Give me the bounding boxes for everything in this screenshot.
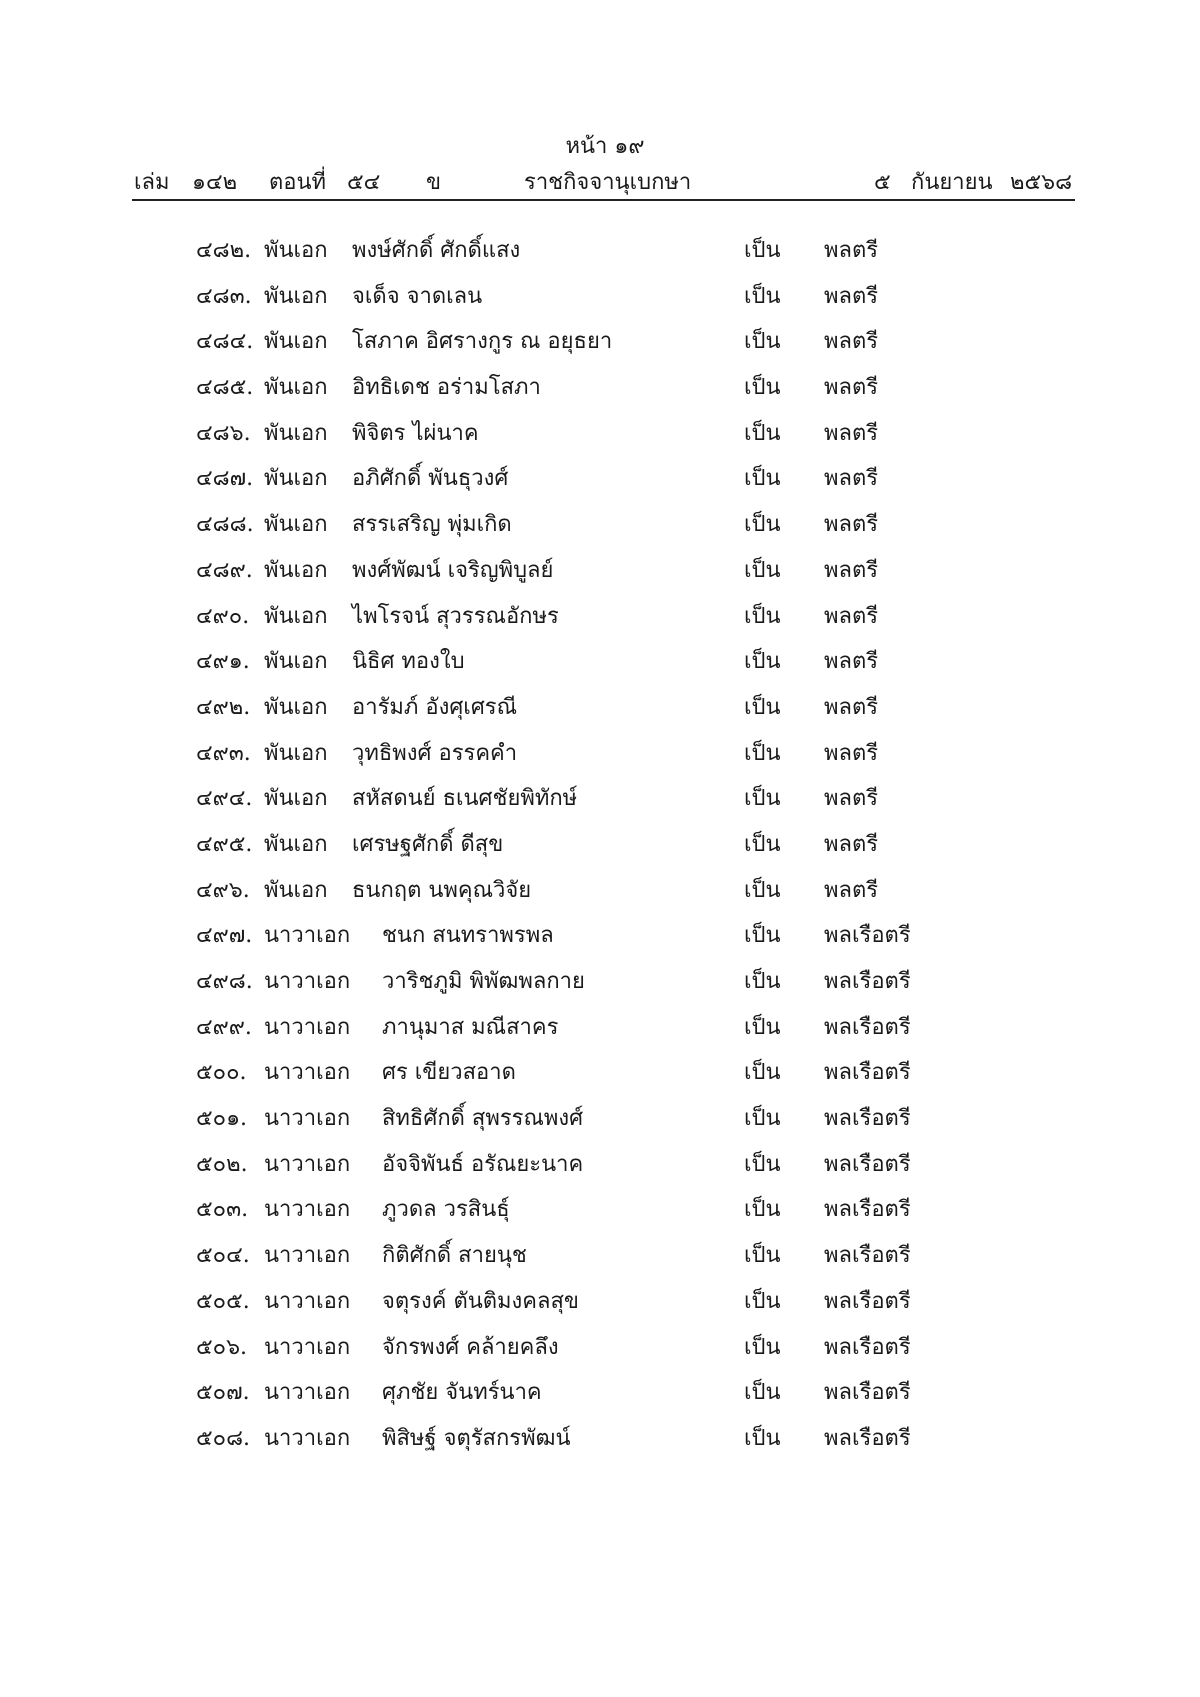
issue-number: ๕๔ <box>347 170 381 195</box>
entry-name: อิทธิเดช อร่ามโสภา <box>352 375 541 401</box>
entry-number: ๔๙๒. <box>196 694 251 720</box>
entry-new-rank: พลตรี <box>824 877 879 903</box>
entry-current-rank: พันเอก <box>264 831 328 857</box>
entry-be-word: เป็น <box>744 786 781 812</box>
entry-new-rank: พลเรือตรี <box>824 1106 911 1132</box>
entry-be-word: เป็น <box>744 1151 781 1177</box>
entry-current-rank: นาวาเอก <box>264 1151 351 1177</box>
entry-name: กิติศักดิ์ สายนุช <box>382 1243 527 1269</box>
entry-name: วาริชภูมิ พิพัฒพลกาย <box>382 969 585 994</box>
entry-be-word: เป็น <box>744 1014 781 1040</box>
entry-number: ๔๘๘. <box>196 512 254 538</box>
entry-new-rank: พลเรือตรี <box>824 1197 911 1223</box>
date-month: กันยายน <box>911 170 993 195</box>
entry-be-word: เป็น <box>744 1106 781 1132</box>
entry-number: ๔๙๘. <box>196 969 253 994</box>
list-item <box>0 407 1200 453</box>
entry-be-word: เป็น <box>744 329 781 355</box>
entry-current-rank: นาวาเอก <box>264 1380 351 1406</box>
entry-be-word: เป็น <box>744 1197 781 1223</box>
entry-name: ภูวดล วรสินธุ์ <box>382 1197 510 1223</box>
entry-current-rank: นาวาเอก <box>264 969 351 994</box>
entry-new-rank: พลเรือตรี <box>824 1334 911 1360</box>
entry-current-rank: นาวาเอก <box>264 1106 351 1132</box>
list-item <box>0 772 1200 818</box>
entry-current-rank: พันเอก <box>264 420 328 446</box>
entry-name: จักรพงศ์ คล้ายคลึง <box>382 1334 559 1360</box>
entry-current-rank: พันเอก <box>264 283 328 309</box>
list-item <box>0 727 1200 773</box>
entry-new-rank: พลตรี <box>824 512 879 538</box>
list-item <box>0 452 1200 498</box>
entry-current-rank: นาวาเอก <box>264 1288 351 1314</box>
list-item <box>0 1183 1200 1229</box>
entry-new-rank: พลเรือตรี <box>824 1060 911 1086</box>
entry-number: ๕๐๐. <box>196 1060 247 1086</box>
date-year: ๒๕๖๘ <box>1010 170 1073 195</box>
entry-be-word: เป็น <box>744 420 781 446</box>
list-item <box>0 590 1200 636</box>
entry-be-word: เป็น <box>744 466 781 492</box>
entry-be-word: เป็น <box>744 923 781 949</box>
entry-current-rank: นาวาเอก <box>264 923 351 949</box>
entry-be-word: เป็น <box>744 649 781 675</box>
entry-name: ศร เขียวสอาด <box>382 1060 516 1086</box>
list-item <box>0 1092 1200 1138</box>
entry-number: ๕๐๗. <box>196 1380 250 1406</box>
entry-name: เศรษฐศักดิ์ ดีสุข <box>352 831 504 857</box>
entry-number: ๕๐๑. <box>196 1106 248 1132</box>
entry-current-rank: พันเอก <box>264 329 328 355</box>
entry-current-rank: พันเอก <box>264 466 328 492</box>
entry-be-word: เป็น <box>744 969 781 994</box>
entry-name: จเด็จ จาดเลน <box>352 283 483 309</box>
entry-name: สหัสดนย์ ธเนศชัยพิทักษ์ <box>352 786 578 812</box>
entry-current-rank: พันเอก <box>264 740 328 766</box>
entry-name: พงศ์พัฒน์ เจริญพิบูลย์ <box>352 557 554 583</box>
list-item <box>0 909 1200 955</box>
entry-be-word: เป็น <box>744 603 781 629</box>
entry-name: สรรเสริญ พุ่มเกิด <box>352 512 512 538</box>
entry-be-word: เป็น <box>744 831 781 857</box>
entry-name: ธนกฤต นพคุณวิจัย <box>352 877 532 903</box>
list-item <box>0 1412 1200 1458</box>
entry-be-word: เป็น <box>744 1425 781 1451</box>
entry-new-rank: พลตรี <box>824 740 879 766</box>
entry-number: ๕๐๓. <box>196 1197 249 1223</box>
entry-new-rank: พลเรือตรี <box>824 1425 911 1451</box>
entry-be-word: เป็น <box>744 1288 781 1314</box>
entry-name: ชนก สนทราพรพล <box>382 923 554 949</box>
entry-be-word: เป็น <box>744 512 781 538</box>
entry-number: ๔๙๕. <box>196 831 253 857</box>
list-item <box>0 955 1200 1001</box>
entry-new-rank: พลเรือตรี <box>824 1014 911 1040</box>
entry-be-word: เป็น <box>744 1060 781 1086</box>
entry-name: นิธิศ ทองใบ <box>352 649 465 675</box>
promotion-list <box>0 224 1200 1458</box>
issue-label: ตอนที่ <box>269 170 327 195</box>
entry-number: ๕๐๘. <box>196 1425 251 1451</box>
entry-number: ๔๘๔. <box>196 329 254 355</box>
entry-name: โสภาค อิศรางกูร ณ อยุธยา <box>352 329 613 355</box>
list-item <box>0 681 1200 727</box>
entry-new-rank: พลตรี <box>824 238 879 263</box>
entry-new-rank: พลเรือตรี <box>824 1288 911 1314</box>
entry-name: สิทธิศักดิ์ สุพรรณพงศ์ <box>382 1106 584 1132</box>
entry-name: พิจิตร ไผ่นาค <box>352 420 479 446</box>
entry-number: ๔๙๐. <box>196 603 250 629</box>
page-number: หน้า ๑๙ <box>565 134 645 159</box>
entry-name: ภานุมาส มณีสาคร <box>382 1014 559 1040</box>
entry-number: ๕๐๒. <box>196 1151 248 1177</box>
list-item <box>0 1046 1200 1092</box>
entry-be-word: เป็น <box>744 1334 781 1360</box>
entry-be-word: เป็น <box>744 740 781 766</box>
entry-be-word: เป็น <box>744 1380 781 1406</box>
gazette-header <box>134 164 1074 198</box>
entry-new-rank: พลตรี <box>824 466 879 492</box>
list-item <box>0 1138 1200 1184</box>
entry-current-rank: พันเอก <box>264 649 328 675</box>
entry-name: ศุภชัย จันทร์นาค <box>382 1380 542 1406</box>
list-item <box>0 544 1200 590</box>
entry-new-rank: พลเรือตรี <box>824 969 911 994</box>
entry-name: พงษ์ศักดิ์ ศักดิ์แสง <box>352 238 521 263</box>
entry-be-word: เป็น <box>744 238 781 263</box>
entry-number: ๔๘๙. <box>196 557 253 583</box>
header-rule <box>132 199 1075 201</box>
entry-name: พิสิษฐ์ จตุรัสกรพัฒน์ <box>382 1425 571 1451</box>
entry-number: ๔๙๗. <box>196 923 253 949</box>
entry-new-rank: พลเรือตรี <box>824 923 911 949</box>
list-item <box>0 270 1200 316</box>
list-item <box>0 1275 1200 1321</box>
entry-be-word: เป็น <box>744 283 781 309</box>
entry-current-rank: นาวาเอก <box>264 1197 351 1223</box>
entry-new-rank: พลตรี <box>824 375 879 401</box>
entry-current-rank: พันเอก <box>264 877 328 903</box>
entry-name: จตุรงค์ ตันติมงคลสุข <box>382 1288 579 1314</box>
entry-new-rank: พลตรี <box>824 557 879 583</box>
entry-number: ๕๐๕. <box>196 1288 250 1314</box>
entry-number: ๔๘๕. <box>196 375 254 401</box>
entry-new-rank: พลตรี <box>824 603 879 629</box>
entry-current-rank: นาวาเอก <box>264 1425 351 1451</box>
entry-be-word: เป็น <box>744 877 781 903</box>
entry-current-rank: พันเอก <box>264 557 328 583</box>
entry-current-rank: นาวาเอก <box>264 1014 351 1040</box>
entry-new-rank: พลตรี <box>824 420 879 446</box>
entry-current-rank: พันเอก <box>264 238 328 263</box>
entry-current-rank: พันเอก <box>264 512 328 538</box>
list-item <box>0 1366 1200 1412</box>
entry-new-rank: พลเรือตรี <box>824 1243 911 1269</box>
entry-number: ๔๙๔. <box>196 786 253 812</box>
entry-current-rank: พันเอก <box>264 694 328 720</box>
entry-number: ๔๘๖. <box>196 420 251 446</box>
volume-number: ๑๔๒ <box>192 170 238 195</box>
entry-current-rank: นาวาเอก <box>264 1060 351 1086</box>
entry-number: ๔๘๒. <box>196 238 252 263</box>
entry-new-rank: พลตรี <box>824 649 879 675</box>
entry-new-rank: พลเรือตรี <box>824 1380 911 1406</box>
entry-number: ๕๐๖. <box>196 1334 248 1360</box>
entry-be-word: เป็น <box>744 694 781 720</box>
entry-number: ๔๙๑. <box>196 649 250 675</box>
list-item <box>0 1229 1200 1275</box>
entry-be-word: เป็น <box>744 375 781 401</box>
entry-new-rank: พลตรี <box>824 694 879 720</box>
entry-name: ไพโรจน์ สุวรรณอักษร <box>352 603 559 629</box>
entry-number: ๔๙๖. <box>196 877 250 903</box>
entry-be-word: เป็น <box>744 557 781 583</box>
entry-name: อภิศักดิ์ พันธุวงศ์ <box>352 466 509 492</box>
gazette-name: ราชกิจจานุเบกษา <box>524 170 692 195</box>
list-item <box>0 864 1200 910</box>
section-letter: ข <box>426 170 442 195</box>
list-item <box>0 224 1200 270</box>
entry-new-rank: พลตรี <box>824 831 879 857</box>
entry-number: ๔๘๗. <box>196 466 254 492</box>
entry-number: ๔๙๙. <box>196 1014 252 1040</box>
entry-name: อารัมภ์ อังศุเศรณี <box>352 694 518 720</box>
entry-new-rank: พลตรี <box>824 786 879 812</box>
entry-name: อัจจิพันธ์ อรัณยะนาค <box>382 1151 584 1177</box>
list-item <box>0 1321 1200 1367</box>
list-item <box>0 315 1200 361</box>
entry-new-rank: พลเรือตรี <box>824 1151 911 1177</box>
entry-number: ๕๐๔. <box>196 1243 250 1269</box>
entry-current-rank: พันเอก <box>264 603 328 629</box>
entry-current-rank: นาวาเอก <box>264 1243 351 1269</box>
entry-number: ๔๘๓. <box>196 283 252 309</box>
list-item <box>0 498 1200 544</box>
list-item <box>0 1001 1200 1047</box>
entry-name: วุทธิพงศ์ อรรคคำ <box>352 740 518 766</box>
entry-current-rank: พันเอก <box>264 375 328 401</box>
entry-current-rank: พันเอก <box>264 786 328 812</box>
volume-label: เล่ม <box>134 170 170 195</box>
list-item <box>0 635 1200 681</box>
date-day: ๕ <box>874 170 891 195</box>
entry-be-word: เป็น <box>744 1243 781 1269</box>
entry-new-rank: พลตรี <box>824 329 879 355</box>
list-item <box>0 818 1200 864</box>
list-item <box>0 361 1200 407</box>
entry-current-rank: นาวาเอก <box>264 1334 351 1360</box>
entry-new-rank: พลตรี <box>824 283 879 309</box>
entry-number: ๔๙๓. <box>196 740 251 766</box>
